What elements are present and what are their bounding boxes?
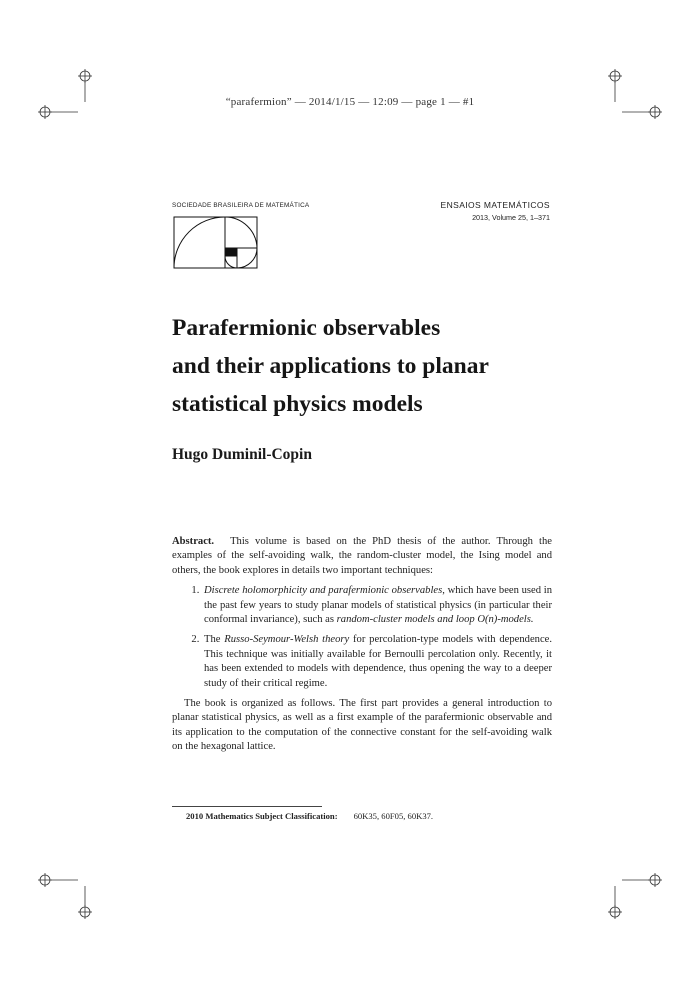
series-title: ENSAIOS MATEMÁTICOS (440, 200, 550, 210)
msc-codes: 60K35, 60F05, 60K37. (353, 811, 434, 821)
series-volume: 2013, Volume 25, 1–371 (472, 213, 550, 222)
technique-list (172, 584, 552, 691)
list-item-text: , which have been used in the past few years to study planar models of statistical physics (in particular their conformal invariance), such as (204, 585, 553, 626)
list-item-text: for percolation-type models with dependence. This technique was initially available for Bernoulli percolation only. Recently, it has been extended to models with dependence, thus opening the way to a deeper study of their critical regime. (204, 634, 552, 689)
publisher-name: SOCIEDADE BRASILEIRA DE MATEMÁTICA (172, 202, 310, 209)
list-item-lead: Russo-Seymour-Welsh theory (224, 634, 350, 646)
crop-mark-bottom-right (600, 868, 670, 938)
crop-mark-bottom-left (30, 868, 100, 938)
list-item-lead: Discrete holomorphicity and parafermionic observables (204, 585, 443, 597)
title-line: statistical physics models (172, 391, 423, 417)
msc-label: 2010 Mathematics Subject Classification: (186, 811, 338, 821)
list-item (202, 584, 552, 627)
msc-footnote (186, 811, 433, 821)
author-name: Hugo Duminil-Copin (172, 446, 312, 463)
title-line: and their applications to planar (172, 353, 489, 379)
abstract (172, 535, 552, 755)
list-item (202, 633, 552, 691)
book-title (172, 309, 592, 423)
footnote-rule (172, 806, 322, 807)
series-info (441, 200, 550, 222)
running-header: “parafermion” — 2014/1/15 — 12:09 — page 1 — #1 (225, 96, 475, 108)
abstract-intro-text: This volume is based on the PhD thesis of the author. Through the examples of the self-avoiding walk, the random-cluster model, the Ising model and others, the book explores in details two important techniques: (172, 536, 552, 576)
golden-spiral-logo-icon (173, 216, 258, 275)
abstract-intro (172, 535, 552, 578)
list-item-tail: random-cluster models and loop O(n)-models. (336, 614, 534, 626)
abstract-closing: The book is organized as follows. The first part provides a general introduction to planar statistical physics, as well as a first example of the parafermionic observable and its application to the computation of the connective constant for the self-avoiding walk on the hexagonal lattice. (172, 698, 552, 753)
abstract-label: Abstract. (172, 536, 215, 547)
list-item-pre: The (204, 634, 225, 646)
title-line: Parafermionic observables (172, 315, 441, 341)
